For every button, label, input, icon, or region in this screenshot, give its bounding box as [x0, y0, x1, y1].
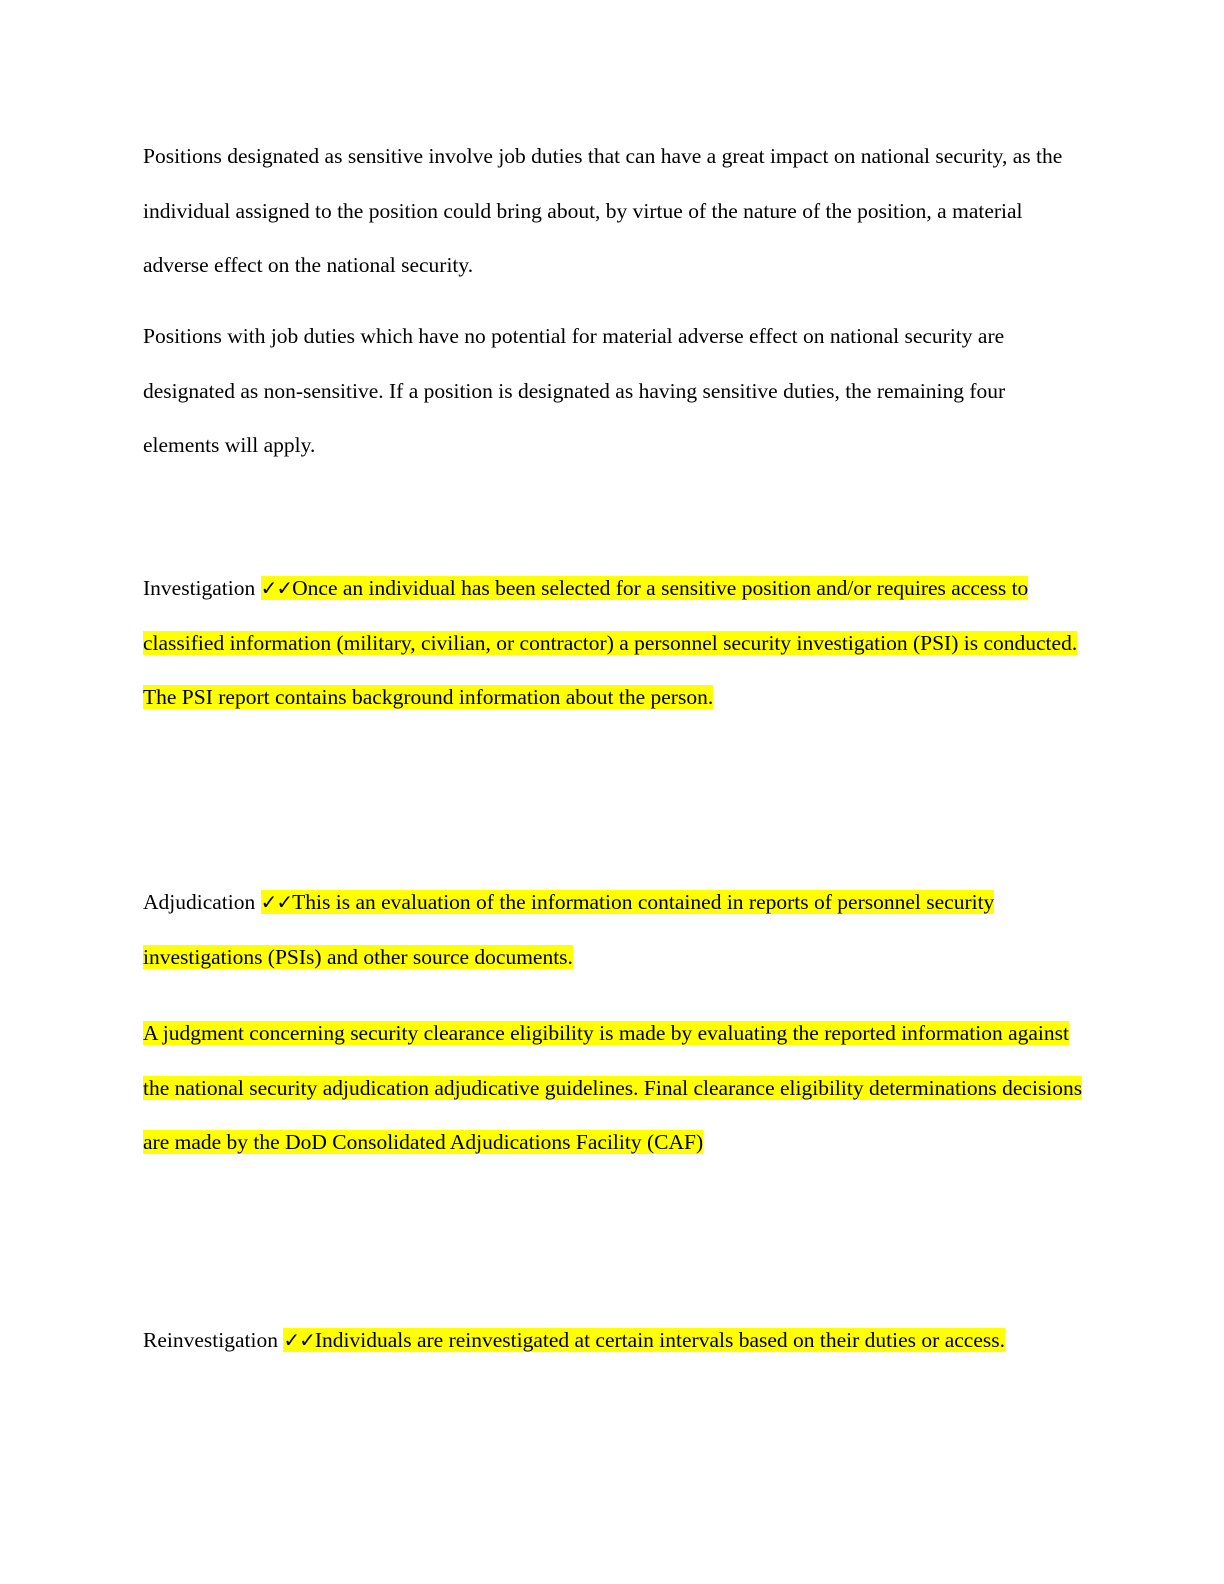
entry-term: Reinvestigation [143, 1328, 278, 1352]
entry-answer-highlight [143, 890, 994, 969]
double-check-icon: ✓✓ [260, 576, 293, 600]
entry-extra-paragraph: A judgment concerning security clearance eligibility is made by evaluating the reported information against the national security adjudication adjudicative guidelines. Final clearance eligibility determinations decisions are made by the DoD Consolidated Adjudications Facility (CAF) [143, 1021, 1083, 1154]
intro-paragraph-2-text: Positions with job duties which have no potential for material adverse effect on national security are designated as non-sensitive. If a position is designated as having sensitive duties, the remaining four elements will apply. [143, 324, 1006, 457]
entry-adjudication [143, 875, 1083, 984]
double-check-icon: ✓✓ [260, 890, 293, 914]
entry-answer: Individuals are reinvestigated at certain intervals based on their duties or access. [314, 1328, 1005, 1352]
entry-answer: Once an individual has been selected for a sensitive position and/or requires access to classified information (military, civilian, or contractor) a personnel security investigation (PSI) is conducted. The PSI report contains background information about the person. [143, 576, 1078, 709]
entry-term: Investigation [143, 576, 256, 600]
entry-adjudication-extra [143, 1006, 1083, 1170]
entry-term: Adjudication [143, 890, 256, 914]
entry-answer: This is an evaluation of the information contained in reports of personnel security investigations (PSIs) and other source documents. [143, 890, 995, 969]
intro-paragraph-1-text: Positions designated as sensitive involve job duties that can have a great impact on national security, as the individual assigned to the position could bring about, by virtue of the nature of the position, a material adverse effect on the national security. [143, 144, 1063, 277]
entry-reinvestigation [143, 1313, 1083, 1368]
intro-paragraph-2 [143, 309, 1083, 473]
entry-investigation [143, 561, 1083, 725]
entry-answer-highlight [143, 576, 1077, 709]
double-check-icon: ✓✓ [283, 1328, 315, 1352]
entry-answer-highlight [283, 1328, 1005, 1352]
intro-paragraph-1 [143, 129, 1083, 293]
